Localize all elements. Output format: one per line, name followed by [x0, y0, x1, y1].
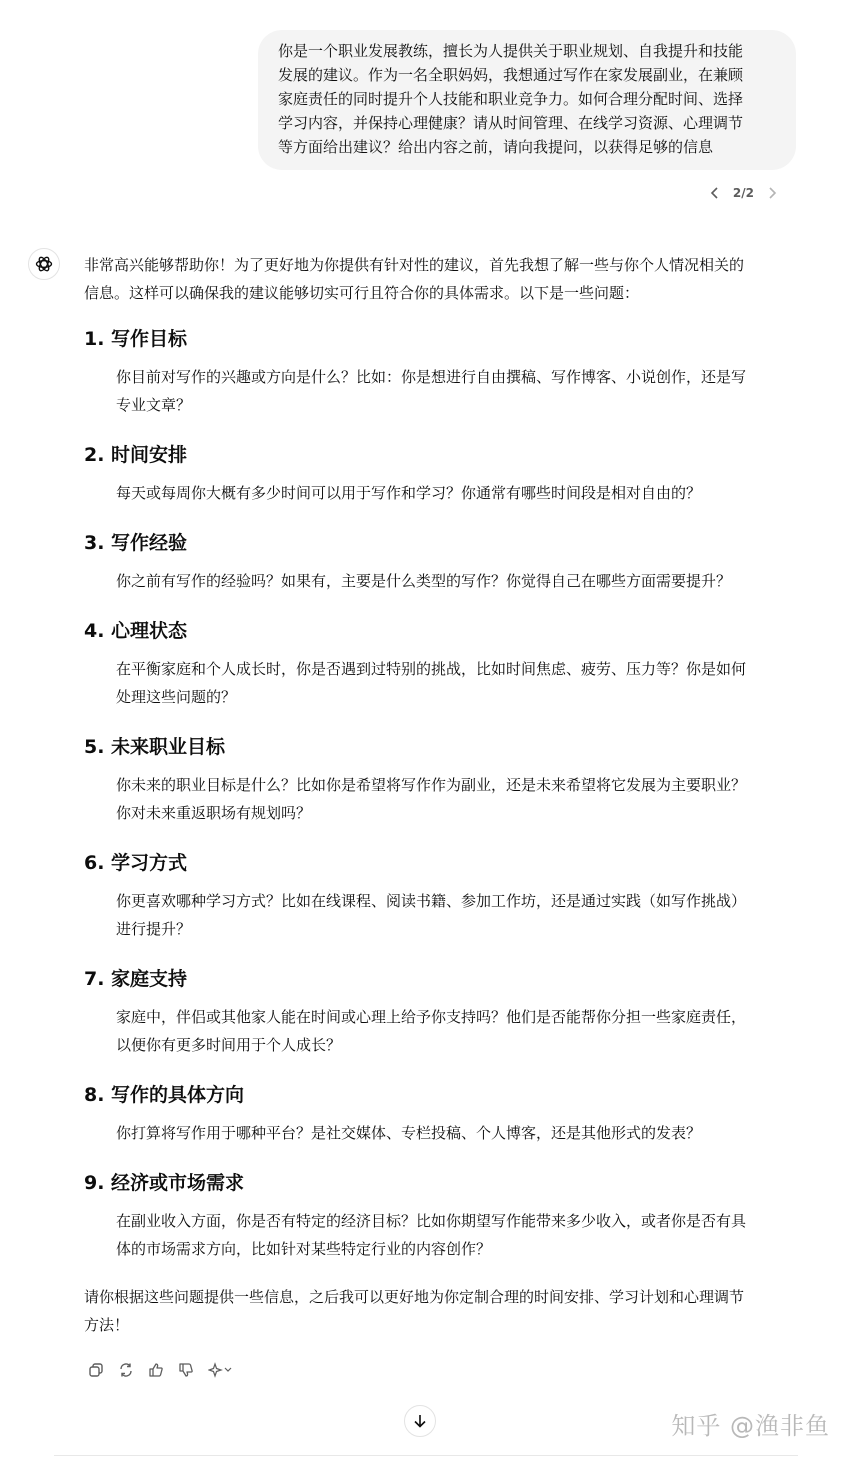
question-title: 6. 学习方式 — [84, 852, 188, 874]
question-body — [116, 771, 792, 827]
message-actions — [86, 1359, 236, 1381]
question-line: 以便你有更多时间用于个人成长？ — [116, 1036, 342, 1054]
response-pager — [707, 184, 780, 202]
question-line: 体的市场需求方向，比如针对某些特定行业的内容创作？ — [116, 1240, 492, 1258]
thumbs-down-icon — [178, 1362, 194, 1378]
intro-line: 信息。这样可以确保我的建议能够切实可行且符合你的具体需求。以下是一些问题： — [84, 284, 640, 302]
regenerate-button[interactable] — [116, 1359, 136, 1381]
assistant-outro — [84, 1283, 792, 1339]
divider — [54, 1455, 798, 1456]
chevron-right-icon — [767, 187, 777, 199]
sparkle-icon — [208, 1362, 234, 1378]
question-body — [116, 1119, 792, 1147]
copy-icon — [88, 1362, 104, 1378]
question-title: 4. 心理状态 — [84, 620, 188, 642]
question-line: 每天或每周你大概有多少时间可以用于写作和学习？你通常有哪些时间段是相对自由的？ — [116, 484, 702, 502]
previous-response-button[interactable] — [707, 184, 723, 202]
question-line: 家庭中，伴侣或其他家人能在时间或心理上给予你支持吗？他们是否能帮你分担一些家庭责任， — [116, 1008, 747, 1026]
question-line: 在副业收入方面，你是否有特定的经济目标？比如你期望写作能带来多少收入，或者你是否有具 — [116, 1212, 747, 1230]
user-message-bubble — [258, 30, 796, 170]
copy-button[interactable] — [86, 1359, 106, 1381]
question-body — [116, 887, 792, 943]
question-title: 9. 经济或市场需求 — [84, 1172, 245, 1194]
question-title: 1. 写作目标 — [84, 328, 188, 350]
question-body — [116, 479, 792, 507]
user-message-line: 学习内容，并保持心理健康？请从时间管理、在线学习资源、心理调节 — [278, 114, 744, 132]
thumbs-up-button[interactable] — [146, 1359, 166, 1381]
question-line: 你对未来重返职场有规划吗？ — [116, 804, 312, 822]
openai-logo-icon — [34, 254, 54, 274]
question-line: 你之前有写作的经验吗？如果有，主要是什么类型的写作？你觉得自己在哪些方面需要提升？ — [116, 572, 732, 590]
question-body — [116, 363, 792, 419]
user-message-line: 家庭责任的同时提升个人技能和职业竞争力。如何合理分配时间、选择 — [278, 90, 744, 108]
question-title: 2. 时间安排 — [84, 444, 188, 466]
thumbs-up-icon — [148, 1362, 164, 1378]
model-switch-button[interactable] — [206, 1359, 236, 1381]
question-body — [116, 1003, 792, 1059]
question-body — [116, 1207, 792, 1263]
question-title: 3. 写作经验 — [84, 532, 188, 554]
arrow-down-icon — [413, 1413, 427, 1429]
next-response-button[interactable] — [764, 184, 780, 202]
question-title: 8. 写作的具体方向 — [84, 1084, 245, 1106]
question-body — [116, 655, 792, 711]
question-line: 处理这些问题的？ — [116, 688, 237, 706]
chevron-left-icon — [710, 187, 720, 199]
response-counter: 2/2 — [732, 186, 754, 200]
scroll-to-bottom-button[interactable] — [404, 1405, 436, 1437]
question-body — [116, 567, 792, 595]
outro-line: 请你根据这些问题提供一些信息，之后我可以更好地为你定制合理的时间安排、学习计划和心理调节 — [84, 1288, 745, 1306]
question-line: 进行提升？ — [116, 920, 192, 938]
question-line: 你未来的职业目标是什么？比如你是希望将写作作为副业，还是未来希望将它发展为主要职业？ — [116, 776, 747, 794]
thumbs-down-button[interactable] — [176, 1359, 196, 1381]
watermark: 知乎 @渔非鱼 — [671, 1412, 830, 1440]
question-line: 专业文章？ — [116, 396, 192, 414]
assistant-intro — [84, 251, 792, 307]
user-message-line: 等方面给出建议？给出内容之前，请向我提问，以获得足够的信息 — [278, 138, 714, 156]
assistant-avatar — [28, 248, 60, 280]
question-line: 在平衡家庭和个人成长时，你是否遇到过特别的挑战，比如时间焦虑、疲劳、压力等？你是如何 — [116, 660, 747, 678]
user-message-line: 发展的建议。作为一名全职妈妈，我想通过写作在家发展副业，在兼顾 — [278, 66, 744, 84]
question-line: 你打算将写作用于哪种平台？是社交媒体、专栏投稿、个人博客，还是其他形式的发表？ — [116, 1124, 702, 1142]
question-line: 你目前对写作的兴趣或方向是什么？比如：你是想进行自由撰稿、写作博客、小说创作，还是写 — [116, 368, 747, 386]
question-title: 5. 未来职业目标 — [84, 736, 226, 758]
question-line: 你更喜欢哪种学习方式？比如在线课程、阅读书籍、参加工作坊，还是通过实践（如写作挑战） — [116, 892, 747, 910]
regenerate-icon — [118, 1362, 134, 1378]
outro-line: 方法！ — [84, 1316, 130, 1334]
question-title: 7. 家庭支持 — [84, 968, 188, 990]
intro-line: 非常高兴能够帮助你！为了更好地为你提供有针对性的建议，首先我想了解一些与你个人情况相关的 — [84, 256, 745, 274]
user-message-line: 你是一个职业发展教练，擅长为人提供关于职业规划、自我提升和技能 — [278, 42, 744, 60]
